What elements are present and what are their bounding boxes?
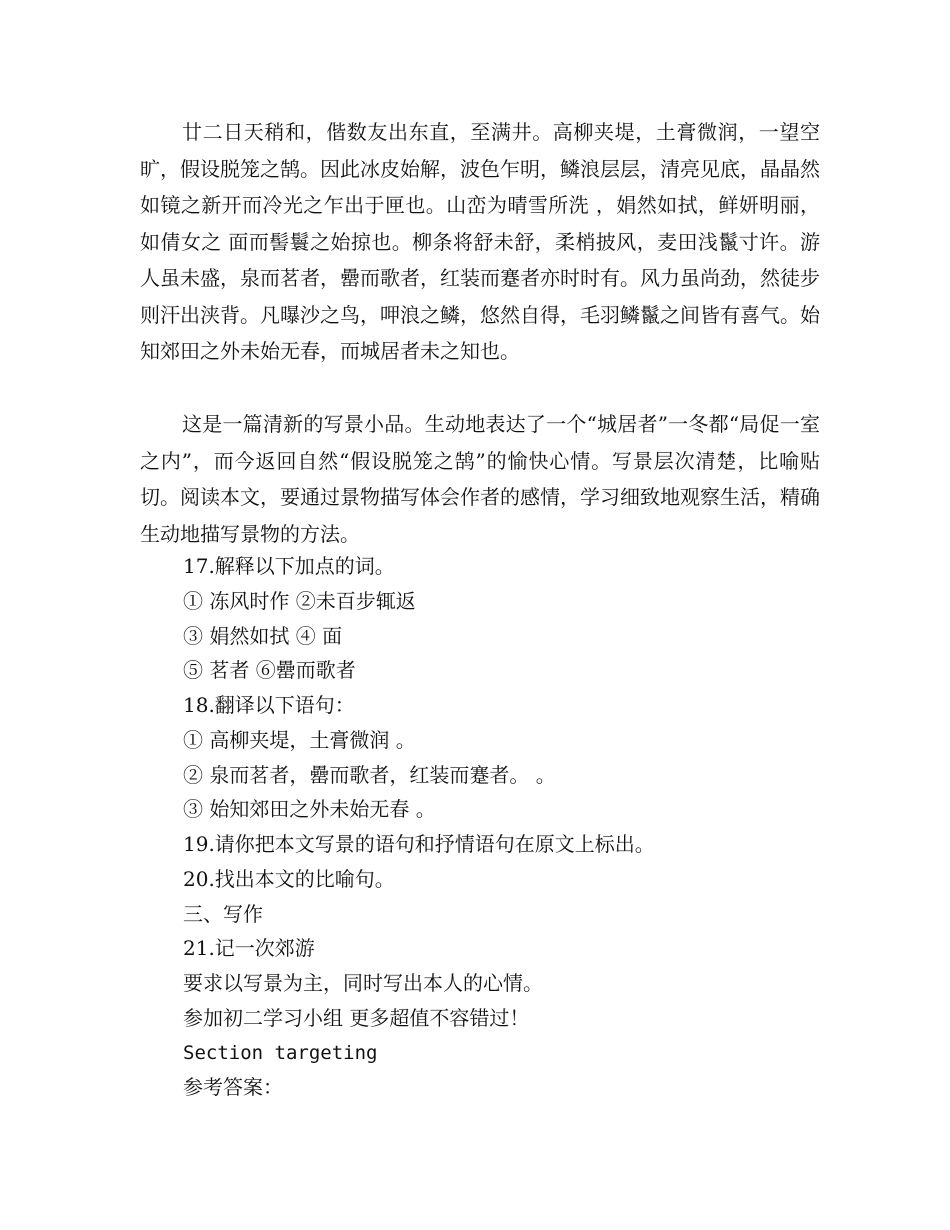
question-17-items-3: ⑤ 茗者 ⑥罍而歌者	[183, 658, 356, 682]
question-18-item-3: ③ 始知郊田之外未始无春 。	[183, 797, 436, 821]
section-targeting-line: Section targeting	[183, 1042, 378, 1064]
question-19: 19.请你把本文写景的语句和抒情语句在原文上标出。	[183, 832, 655, 856]
section-heading-writing: 三、写作	[183, 902, 263, 926]
question-17-items-2: ③ 娟然如拭 ④ 面	[183, 624, 343, 648]
question-20: 20.找出本文的比喻句。	[183, 867, 395, 891]
answers-heading: 参考答案：	[183, 1075, 283, 1099]
question-18-item-2: ② 泉而茗者，罍而歌者，红装而蹇者。 。	[183, 763, 556, 787]
question-18-item-1: ① 高柳夹堤，土膏微润 。	[183, 728, 416, 752]
question-18: 18.翻译以下语句：	[183, 693, 355, 717]
question-21: 21.记一次郊游	[183, 936, 315, 960]
passage-paragraph: 廿二日天稍和，偕数友出东直，至满井。高柳夹堤，土膏微润，一望空旷，假设脱笼之鹄。因此冰皮始解，波色乍明，鳞浪层层，清亮见底，晶晶然如镜之新开而冷光之乍出于匣也。山峦为晴雪所洗 ，娟然如拭，鲜妍明丽，如倩女之 面而髻鬟之始掠也。柳条将舒未舒，柔梢披风，麦田浅鬣寸许。游人虽未盛，泉而茗者，罍而歌者，红装而蹇者亦时时有。风力虽尚劲，然徒步则汗出浃背。凡曝沙之鸟，呷浪之鳞，悠然自得，毛羽鳞鬣之间皆有喜气。始知郊田之外未始无春，而城居者未之知也。	[140, 120, 820, 363]
question-21-requirement: 要求以写景为主，同时写出本人的心情。	[183, 971, 543, 995]
promo-line: 参加初二学习小组 更多超值不容错过！	[183, 1006, 530, 1030]
question-17: 17.解释以下加点的词。	[183, 554, 395, 578]
question-17-items-1: ① 冻风时作 ②未百步辄返	[183, 589, 416, 613]
commentary-paragraph: 这是一篇清新的写景小品。生动地表达了一个“城居者”一冬都“局促一室之内”，而今返回自然“假设脱笼之鹄”的愉快心情。写景层次清楚，比喻贴切。阅读本文，要通过景物描写体会作者的感情，学习细致地观察生活，精确生动地描写景物的方法。	[140, 412, 820, 546]
